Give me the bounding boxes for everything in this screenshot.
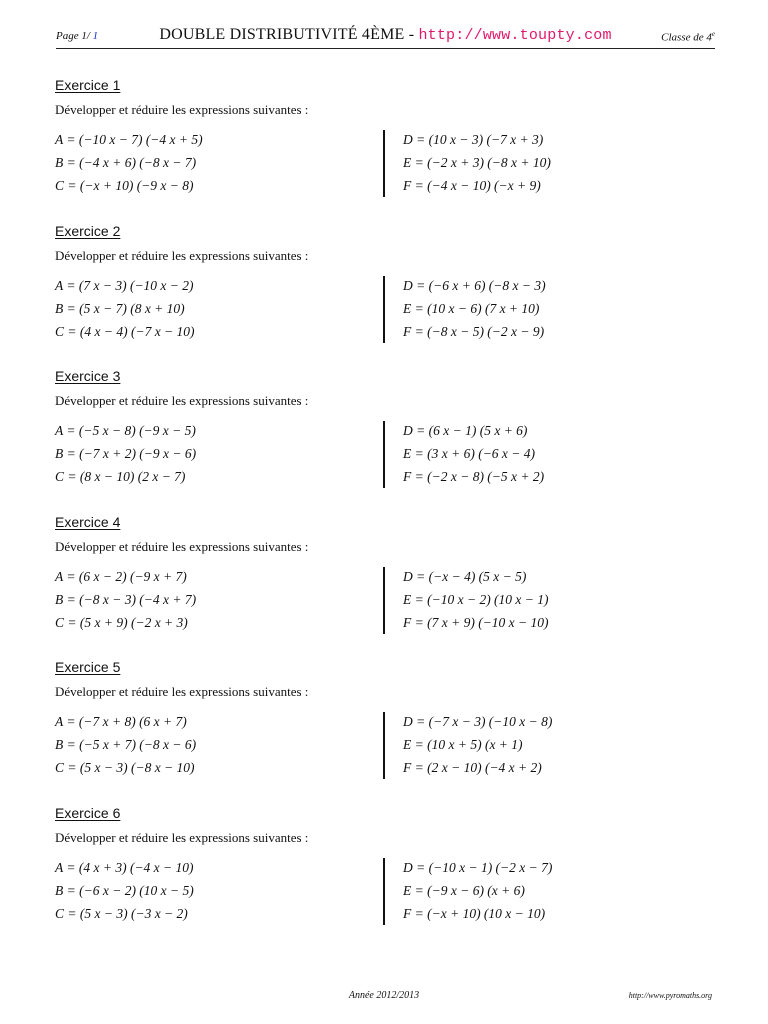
footer-year: Année 2012/2013 <box>348 990 420 1001</box>
column-divider <box>383 567 385 634</box>
expression: D = (−7 x − 3) (−10 x − 8) <box>403 714 553 729</box>
exercise-instruction: Développer et réduire les expressions suivantes : <box>55 247 309 263</box>
expression-column-right <box>403 132 551 201</box>
expression: F = (−4 x − 10) (−x + 9) <box>403 178 541 193</box>
expression-column-left <box>55 860 194 929</box>
expression-column-right <box>403 423 544 492</box>
expression: A = (4 x + 3) (−4 x − 10) <box>55 859 194 875</box>
expression: A = (7 x − 3) (−10 x − 2) <box>55 277 194 293</box>
column-divider <box>383 130 385 197</box>
expression: C = (5 x − 3) (−8 x − 10) <box>55 760 195 775</box>
expression: B = (−5 x + 7) (−8 x − 6) <box>55 737 197 752</box>
column-divider <box>383 421 385 488</box>
expression: C = (5 x + 9) (−2 x + 3) <box>55 614 188 630</box>
expression: B = (−8 x − 3) (−4 x + 7) <box>55 591 197 607</box>
expression: F = (2 x − 10) (−4 x + 2) <box>403 760 542 775</box>
exercise-block <box>55 514 715 654</box>
expression: E = (−2 x + 3) (−8 x + 10) <box>403 155 551 170</box>
expression: E = (3 x + 6) (−6 x − 4) <box>403 446 536 461</box>
expression-column-left <box>55 132 203 201</box>
exercise-block <box>55 77 715 217</box>
expression: D = (6 x − 1) (5 x + 6) <box>403 423 528 438</box>
expression: C = (5 x − 3) (−3 x − 2) <box>55 905 188 921</box>
exercise-instruction: Développer et réduire les expressions suivantes : <box>55 538 309 554</box>
expression: F = (7 x + 9) (−10 x − 10) <box>403 614 549 630</box>
class-label <box>661 30 715 44</box>
expression: F = (−2 x − 8) (−5 x + 2) <box>403 469 545 484</box>
expression: A = (−5 x − 8) (−9 x − 5) <box>55 423 196 438</box>
expression-column-right <box>403 569 549 638</box>
expression: E = (10 x + 5) (x + 1) <box>403 737 523 752</box>
exercise-title: Exercice 2 <box>55 222 121 239</box>
expression-column-left <box>55 278 195 347</box>
expression: E = (−10 x − 2) (10 x − 1) <box>403 591 549 607</box>
exercise-title: Exercice 5 <box>55 659 121 675</box>
expression-column-left <box>55 423 196 492</box>
exercise-title: Exercice 1 <box>55 77 121 93</box>
expression-column-left <box>55 569 196 638</box>
expression-column-right <box>403 278 546 347</box>
header-title <box>56 26 715 44</box>
column-divider <box>383 858 385 925</box>
page-header <box>56 26 715 49</box>
expression: D = (−x − 4) (5 x − 5) <box>403 568 527 584</box>
class-text: Classe de 4 <box>661 31 712 44</box>
expression-column-right <box>403 860 552 929</box>
expression: C = (8 x − 10) (2 x − 7) <box>55 469 186 484</box>
exercise-title: Exercice 4 <box>55 513 121 530</box>
exercise-instruction: Développer et réduire les expressions suivantes : <box>55 102 309 117</box>
page-prefix: Page 1/ <box>56 30 90 42</box>
expression: A = (−10 x − 7) (−4 x + 5) <box>55 132 203 147</box>
expression: C = (4 x − 4) (−7 x − 10) <box>55 323 195 339</box>
expression: E = (10 x − 6) (7 x + 10) <box>403 300 540 316</box>
expression-column-right <box>403 714 552 783</box>
exercise-instruction: Développer et réduire les expressions suivantes : <box>55 393 309 408</box>
exercise-block <box>55 805 715 945</box>
column-divider <box>383 276 385 343</box>
expression: A = (−7 x + 8) (6 x + 7) <box>55 714 187 729</box>
footer-url[interactable]: http://www.pyromaths.org <box>628 991 712 1000</box>
expression: F = (−x + 10) (10 x − 10) <box>403 905 546 921</box>
page-total: 1 <box>92 30 99 42</box>
exercise-instruction: Développer et réduire les expressions suivantes : <box>55 829 309 845</box>
expression: D = (10 x − 3) (−7 x + 3) <box>403 132 544 147</box>
title-text: DOUBLE DISTRIBUTIVITÉ 4ÈME - <box>159 26 419 43</box>
header-link[interactable]: http://www.toupty.com <box>418 27 612 44</box>
exercise-instruction: Développer et réduire les expressions suivantes : <box>55 684 309 699</box>
expression-column-left <box>55 714 196 783</box>
exercise-title: Exercice 6 <box>55 804 121 821</box>
expression: B = (−4 x + 6) (−8 x − 7) <box>55 155 197 170</box>
exercise-block <box>55 223 715 363</box>
exercise-block <box>55 368 715 508</box>
expression: B = (−6 x − 2) (10 x − 5) <box>55 882 194 898</box>
expression: B = (5 x − 7) (8 x + 10) <box>55 300 185 316</box>
expression: B = (−7 x + 2) (−9 x − 6) <box>55 446 197 461</box>
class-superscript: e <box>711 30 715 38</box>
expression: E = (−9 x − 6) (x + 6) <box>403 882 525 898</box>
exercise-title: Exercice 3 <box>55 368 121 384</box>
expression: D = (−10 x − 1) (−2 x − 7) <box>403 859 553 875</box>
expression: F = (−8 x − 5) (−2 x − 9) <box>403 323 545 339</box>
expression: D = (−6 x + 6) (−8 x − 3) <box>403 277 546 293</box>
column-divider <box>383 712 385 779</box>
expression: A = (6 x − 2) (−9 x + 7) <box>55 568 187 584</box>
exercise-block <box>55 659 715 799</box>
expression: C = (−x + 10) (−9 x − 8) <box>55 178 194 193</box>
